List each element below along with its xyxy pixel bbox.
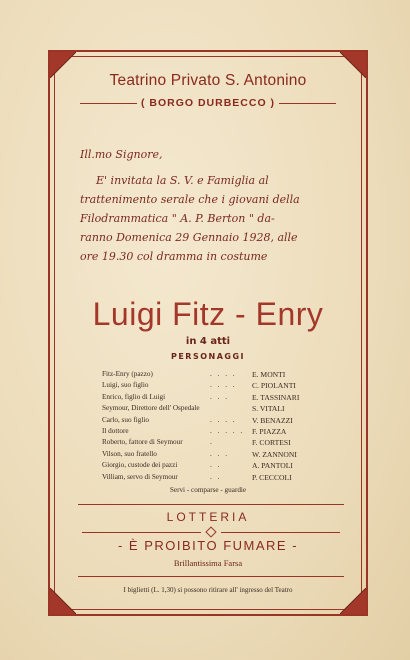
no-smoking-notice: - È PROIBITO FUMARE - bbox=[117, 538, 299, 553]
rule-line bbox=[78, 576, 344, 577]
cast-dots: . . bbox=[210, 461, 222, 470]
cast-actor: P. CECCOLI bbox=[252, 472, 292, 482]
cast-row bbox=[102, 438, 350, 449]
cast-actor: F. CORTESI bbox=[252, 438, 291, 448]
cast-role: Vilson, suo fratello bbox=[102, 449, 157, 458]
cast-row bbox=[102, 370, 350, 381]
cast-heading: PERSONAGGI bbox=[170, 352, 246, 361]
cast-role: Enrico, figlio di Luigi bbox=[102, 392, 166, 401]
letter-line: ore 19.30 col dramma in costume bbox=[80, 250, 268, 263]
decorative-frame bbox=[48, 50, 368, 616]
cast-role: Luigi, suo figlio bbox=[102, 381, 149, 390]
cast-role: Fitz-Enry (pazzo) bbox=[102, 370, 153, 378]
cast-dots: . . . . bbox=[210, 370, 237, 378]
cast-actor: S. VITALI bbox=[252, 404, 285, 414]
farce-label: Brillantissima Farsa bbox=[173, 558, 243, 568]
letter-line: ranno Domenica 29 Gennaio 1928, alle bbox=[80, 231, 298, 244]
cast-row bbox=[102, 416, 350, 427]
cast-actor: A. PANTOLI bbox=[252, 461, 293, 471]
salutation: Ill.mo Signore, bbox=[80, 148, 163, 161]
rule-line bbox=[80, 103, 137, 104]
letter-line: trattenimento serale che i giovani della bbox=[80, 193, 300, 206]
cast-actor: C. PIOLANTI bbox=[252, 381, 296, 391]
rule-line bbox=[82, 532, 201, 533]
inner-border bbox=[54, 56, 362, 610]
cast-row bbox=[102, 381, 350, 392]
borgo-heading bbox=[80, 96, 336, 110]
cast-actor: F. PIAZZA bbox=[252, 426, 287, 436]
cast-dots: . . . . bbox=[210, 415, 237, 424]
ornamental-divider bbox=[82, 528, 340, 536]
cast-role: Carlo, suo figlio bbox=[102, 415, 149, 424]
letter-line: Filodrammatica " A. P. Berton " da- bbox=[80, 212, 275, 225]
cast-dots: . bbox=[210, 438, 214, 447]
cast-row bbox=[102, 404, 350, 415]
cast-dots: . . . bbox=[210, 392, 229, 401]
cast-actor: V. BENAZZI bbox=[252, 415, 293, 425]
cast-role: Roberto, fattore di Seymour bbox=[102, 438, 183, 447]
letter-line: E' invitata la S. V. e Famiglia al bbox=[96, 174, 269, 187]
cast-role: Seymour, Direttore dell' Ospedale bbox=[102, 404, 200, 413]
cast-dots: . . . bbox=[210, 449, 229, 458]
borgo-label: ( BORGO DURBECCO ) bbox=[140, 97, 276, 109]
cast-actor: E. MONTI bbox=[252, 370, 286, 379]
rule-line bbox=[279, 103, 336, 104]
acts-label: in 4 atti bbox=[185, 336, 231, 347]
theatre-name: Teatrino Privato S. Antonino bbox=[109, 72, 307, 89]
cast-actor: E. TASSINARI bbox=[252, 392, 300, 402]
extras-line: Servi - comparse - guardie bbox=[169, 486, 247, 494]
cast-list bbox=[102, 370, 350, 484]
tickets-notice: I biglietti (L. 1,30) si possono ritirare all' ingresso del Teatro bbox=[123, 586, 293, 594]
cast-row bbox=[102, 450, 350, 461]
cast-dots: . . . . bbox=[210, 381, 237, 390]
cast-role: Giorgio, custode dei pazzi bbox=[102, 461, 178, 470]
cast-dots: . . bbox=[210, 472, 222, 481]
cast-actor: W. ZANNONI bbox=[252, 449, 297, 459]
cast-row bbox=[102, 393, 350, 404]
rule-line bbox=[221, 532, 340, 533]
cast-dots: . . . . . bbox=[210, 426, 245, 435]
diamond-ornament-icon bbox=[205, 526, 216, 537]
cast-role: Il dottore bbox=[102, 426, 129, 435]
rule-line bbox=[78, 504, 344, 505]
cast-role: Villiam, servo di Seymour bbox=[102, 472, 178, 481]
cast-row bbox=[102, 473, 350, 484]
lottery-label: LOTTERIA bbox=[166, 510, 250, 524]
cast-row bbox=[102, 461, 350, 472]
cast-row bbox=[102, 427, 350, 438]
play-title: Luigi Fitz - Enry bbox=[92, 296, 324, 332]
